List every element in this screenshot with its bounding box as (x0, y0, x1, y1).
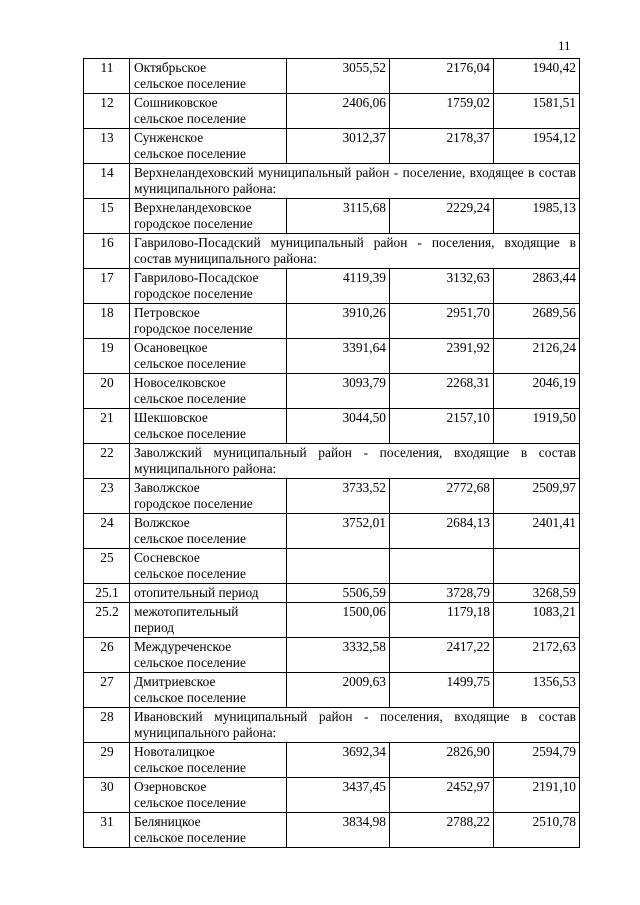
settlement-name-line1: Шекшовское (134, 410, 208, 425)
table-row (84, 199, 580, 234)
settlement-name-line1: Осановецкое (134, 340, 208, 355)
table-row (84, 269, 580, 304)
settlement-name-line2: сельское поселение (134, 531, 246, 546)
value-cell-2: 2391,92 (390, 339, 494, 374)
value-cell-3 (494, 549, 580, 584)
page-number: 11 (558, 38, 571, 53)
district-header: Верхнеландеховский муниципальный район - поселение, входящее в состав муниципального района: (130, 164, 580, 199)
settlement-name-line1: Озерновское (134, 779, 207, 794)
settlement-name-line2: городское поселение (134, 286, 253, 301)
value-cell-2: 2772,68 (390, 479, 494, 514)
table-row (84, 374, 580, 409)
table-row (84, 743, 580, 778)
value-cell-2: 1759,02 (390, 94, 494, 129)
table-row (84, 778, 580, 813)
table-row (84, 304, 580, 339)
value-cell-2: 1179,18 (390, 603, 494, 638)
settlement-name-line1: отопительный период (134, 585, 259, 600)
settlement-name (130, 549, 287, 584)
settlement-name-line1: Новоселковское (134, 375, 226, 390)
row-number: 18 (84, 304, 130, 339)
value-cell-3: 1356,53 (494, 673, 580, 708)
row-number: 22 (84, 444, 130, 479)
settlement-name-line2: сельское поселение (134, 356, 246, 371)
value-cell-3: 1919,50 (494, 409, 580, 444)
value-cell-1 (287, 549, 390, 584)
district-header: Заволжский муниципальный район - поселения, входящие в состав муниципального района: (130, 444, 580, 479)
value-cell-2: 2788,22 (390, 813, 494, 848)
table-row (84, 584, 580, 603)
settlement-name-line1: Междуреченское (134, 639, 232, 654)
value-cell-3: 1985,13 (494, 199, 580, 234)
value-cell-2: 2452,97 (390, 778, 494, 813)
row-number: 25 (84, 549, 130, 584)
value-cell-3: 2689,56 (494, 304, 580, 339)
settlement-name-line1: Дмитриевское (134, 674, 216, 689)
district-header: Ивановский муниципальный район - поселения, входящие в состав муниципального района: (130, 708, 580, 743)
value-cell-1: 2009,63 (287, 673, 390, 708)
value-cell-1: 3692,34 (287, 743, 390, 778)
value-cell-2: 3132,63 (390, 269, 494, 304)
value-cell-1: 3012,37 (287, 129, 390, 164)
district-header-row (84, 708, 580, 743)
table-row (84, 638, 580, 673)
table-body (84, 59, 580, 848)
district-header-row (84, 234, 580, 269)
settlement-name (130, 339, 287, 374)
row-number: 17 (84, 269, 130, 304)
value-cell-1: 3437,45 (287, 778, 390, 813)
value-cell-1: 3391,64 (287, 339, 390, 374)
settlement-name-line1: Волжское (134, 515, 190, 530)
settlement-name-line1: Петровское (134, 305, 200, 320)
row-number: 28 (84, 708, 130, 743)
settlement-name-line1: Беляницкое (134, 814, 201, 829)
row-number: 11 (84, 59, 130, 94)
district-header-row (84, 164, 580, 199)
settlement-name (130, 514, 287, 549)
settlement-name-line2: сельское поселение (134, 391, 246, 406)
row-number: 13 (84, 129, 130, 164)
settlement-name-line2: сельское поселение (134, 655, 246, 670)
settlement-name-line2: сельское поселение (134, 795, 246, 810)
value-cell-2: 2229,24 (390, 199, 494, 234)
settlement-name-line1: Октябрьское (134, 60, 207, 75)
settlement-name (130, 584, 287, 603)
settlement-name (130, 479, 287, 514)
row-number: 25.2 (84, 603, 130, 638)
value-cell-1: 3115,68 (287, 199, 390, 234)
row-number: 26 (84, 638, 130, 673)
tariff-table (83, 58, 580, 848)
settlement-name-line1: межотопительный (134, 604, 239, 619)
value-cell-1: 3055,52 (287, 59, 390, 94)
settlement-name-line2: городское поселение (134, 216, 253, 231)
settlement-name-line2: сельское поселение (134, 111, 246, 126)
table-row (84, 673, 580, 708)
settlement-name (130, 813, 287, 848)
row-number: 21 (84, 409, 130, 444)
value-cell-3: 2046,19 (494, 374, 580, 409)
settlement-name (130, 778, 287, 813)
settlement-name (130, 409, 287, 444)
value-cell-1: 1500,06 (287, 603, 390, 638)
row-number: 12 (84, 94, 130, 129)
value-cell-2: 2826,90 (390, 743, 494, 778)
value-cell-2: 1499,75 (390, 673, 494, 708)
row-number: 27 (84, 673, 130, 708)
value-cell-3: 1940,42 (494, 59, 580, 94)
settlement-name (130, 59, 287, 94)
settlement-name-line1: Верхнеландеховское (134, 200, 252, 215)
value-cell-3: 2191,10 (494, 778, 580, 813)
table-row (84, 549, 580, 584)
row-number: 19 (84, 339, 130, 374)
value-cell-3: 2509,97 (494, 479, 580, 514)
value-cell-3: 1954,12 (494, 129, 580, 164)
table-row (84, 514, 580, 549)
table-row (84, 94, 580, 129)
value-cell-3: 1581,51 (494, 94, 580, 129)
value-cell-1: 2406,06 (287, 94, 390, 129)
settlement-name (130, 304, 287, 339)
settlement-name (130, 94, 287, 129)
district-header: Гаврилово-Посадский муниципальный район - поселения, входящие в состав муниципального района: (130, 234, 580, 269)
value-cell-3: 1083,21 (494, 603, 580, 638)
value-cell-2: 2178,37 (390, 129, 494, 164)
value-cell-2: 2157,10 (390, 409, 494, 444)
row-number: 14 (84, 164, 130, 199)
value-cell-1: 3752,01 (287, 514, 390, 549)
settlement-name (130, 603, 287, 638)
value-cell-3: 2401,41 (494, 514, 580, 549)
row-number: 25.1 (84, 584, 130, 603)
value-cell-2: 2951,70 (390, 304, 494, 339)
value-cell-3: 2863,44 (494, 269, 580, 304)
row-number: 24 (84, 514, 130, 549)
value-cell-2: 2176,04 (390, 59, 494, 94)
settlement-name-line2: сельское поселение (134, 760, 246, 775)
value-cell-3: 2126,24 (494, 339, 580, 374)
settlement-name-line2: городское поселение (134, 321, 253, 336)
table-row (84, 59, 580, 94)
table-row (84, 409, 580, 444)
value-cell-3: 2172,63 (494, 638, 580, 673)
settlement-name-line2: сельское поселение (134, 690, 246, 705)
row-number: 31 (84, 813, 130, 848)
value-cell-2: 3728,79 (390, 584, 494, 603)
value-cell-1: 3093,79 (287, 374, 390, 409)
settlement-name-line1: Гаврилово-Посадское (134, 270, 259, 285)
value-cell-2: 2684,13 (390, 514, 494, 549)
value-cell-1: 3910,26 (287, 304, 390, 339)
table-row (84, 129, 580, 164)
value-cell-2: 2417,22 (390, 638, 494, 673)
row-number: 16 (84, 234, 130, 269)
row-number: 20 (84, 374, 130, 409)
settlement-name-line1: Сошниковское (134, 95, 218, 110)
table-row (84, 339, 580, 374)
settlement-name-line1: Сосневское (134, 550, 200, 565)
settlement-name (130, 269, 287, 304)
value-cell-1: 3044,50 (287, 409, 390, 444)
value-cell-3: 2594,79 (494, 743, 580, 778)
row-number: 15 (84, 199, 130, 234)
settlement-name-line2: сельское поселение (134, 426, 246, 441)
settlement-name-line2: сельское поселение (134, 830, 246, 845)
row-number: 23 (84, 479, 130, 514)
settlement-name-line1: Заволжское (134, 480, 200, 495)
value-cell-3: 2510,78 (494, 813, 580, 848)
settlement-name (130, 743, 287, 778)
settlement-name-line2: сельское поселение (134, 146, 246, 161)
table-row (84, 479, 580, 514)
settlement-name-line2: сельское поселение (134, 76, 246, 91)
value-cell-1: 3332,58 (287, 638, 390, 673)
row-number: 29 (84, 743, 130, 778)
value-cell-2: 2268,31 (390, 374, 494, 409)
settlement-name (130, 129, 287, 164)
settlement-name (130, 199, 287, 234)
settlement-name (130, 638, 287, 673)
settlement-name (130, 673, 287, 708)
value-cell-1: 3733,52 (287, 479, 390, 514)
settlement-name-line2: период (134, 620, 175, 635)
settlement-name-line1: Новоталицкое (134, 744, 215, 759)
settlement-name-line1: Сунженское (134, 130, 204, 145)
value-cell-3: 3268,59 (494, 584, 580, 603)
value-cell-1: 4119,39 (287, 269, 390, 304)
table-row (84, 603, 580, 638)
settlement-name-line2: сельское поселение (134, 566, 246, 581)
value-cell-2 (390, 549, 494, 584)
district-header-row (84, 444, 580, 479)
row-number: 30 (84, 778, 130, 813)
value-cell-1: 3834,98 (287, 813, 390, 848)
settlement-name (130, 374, 287, 409)
table-row (84, 813, 580, 848)
settlement-name-line2: городское поселение (134, 496, 253, 511)
value-cell-1: 5506,59 (287, 584, 390, 603)
